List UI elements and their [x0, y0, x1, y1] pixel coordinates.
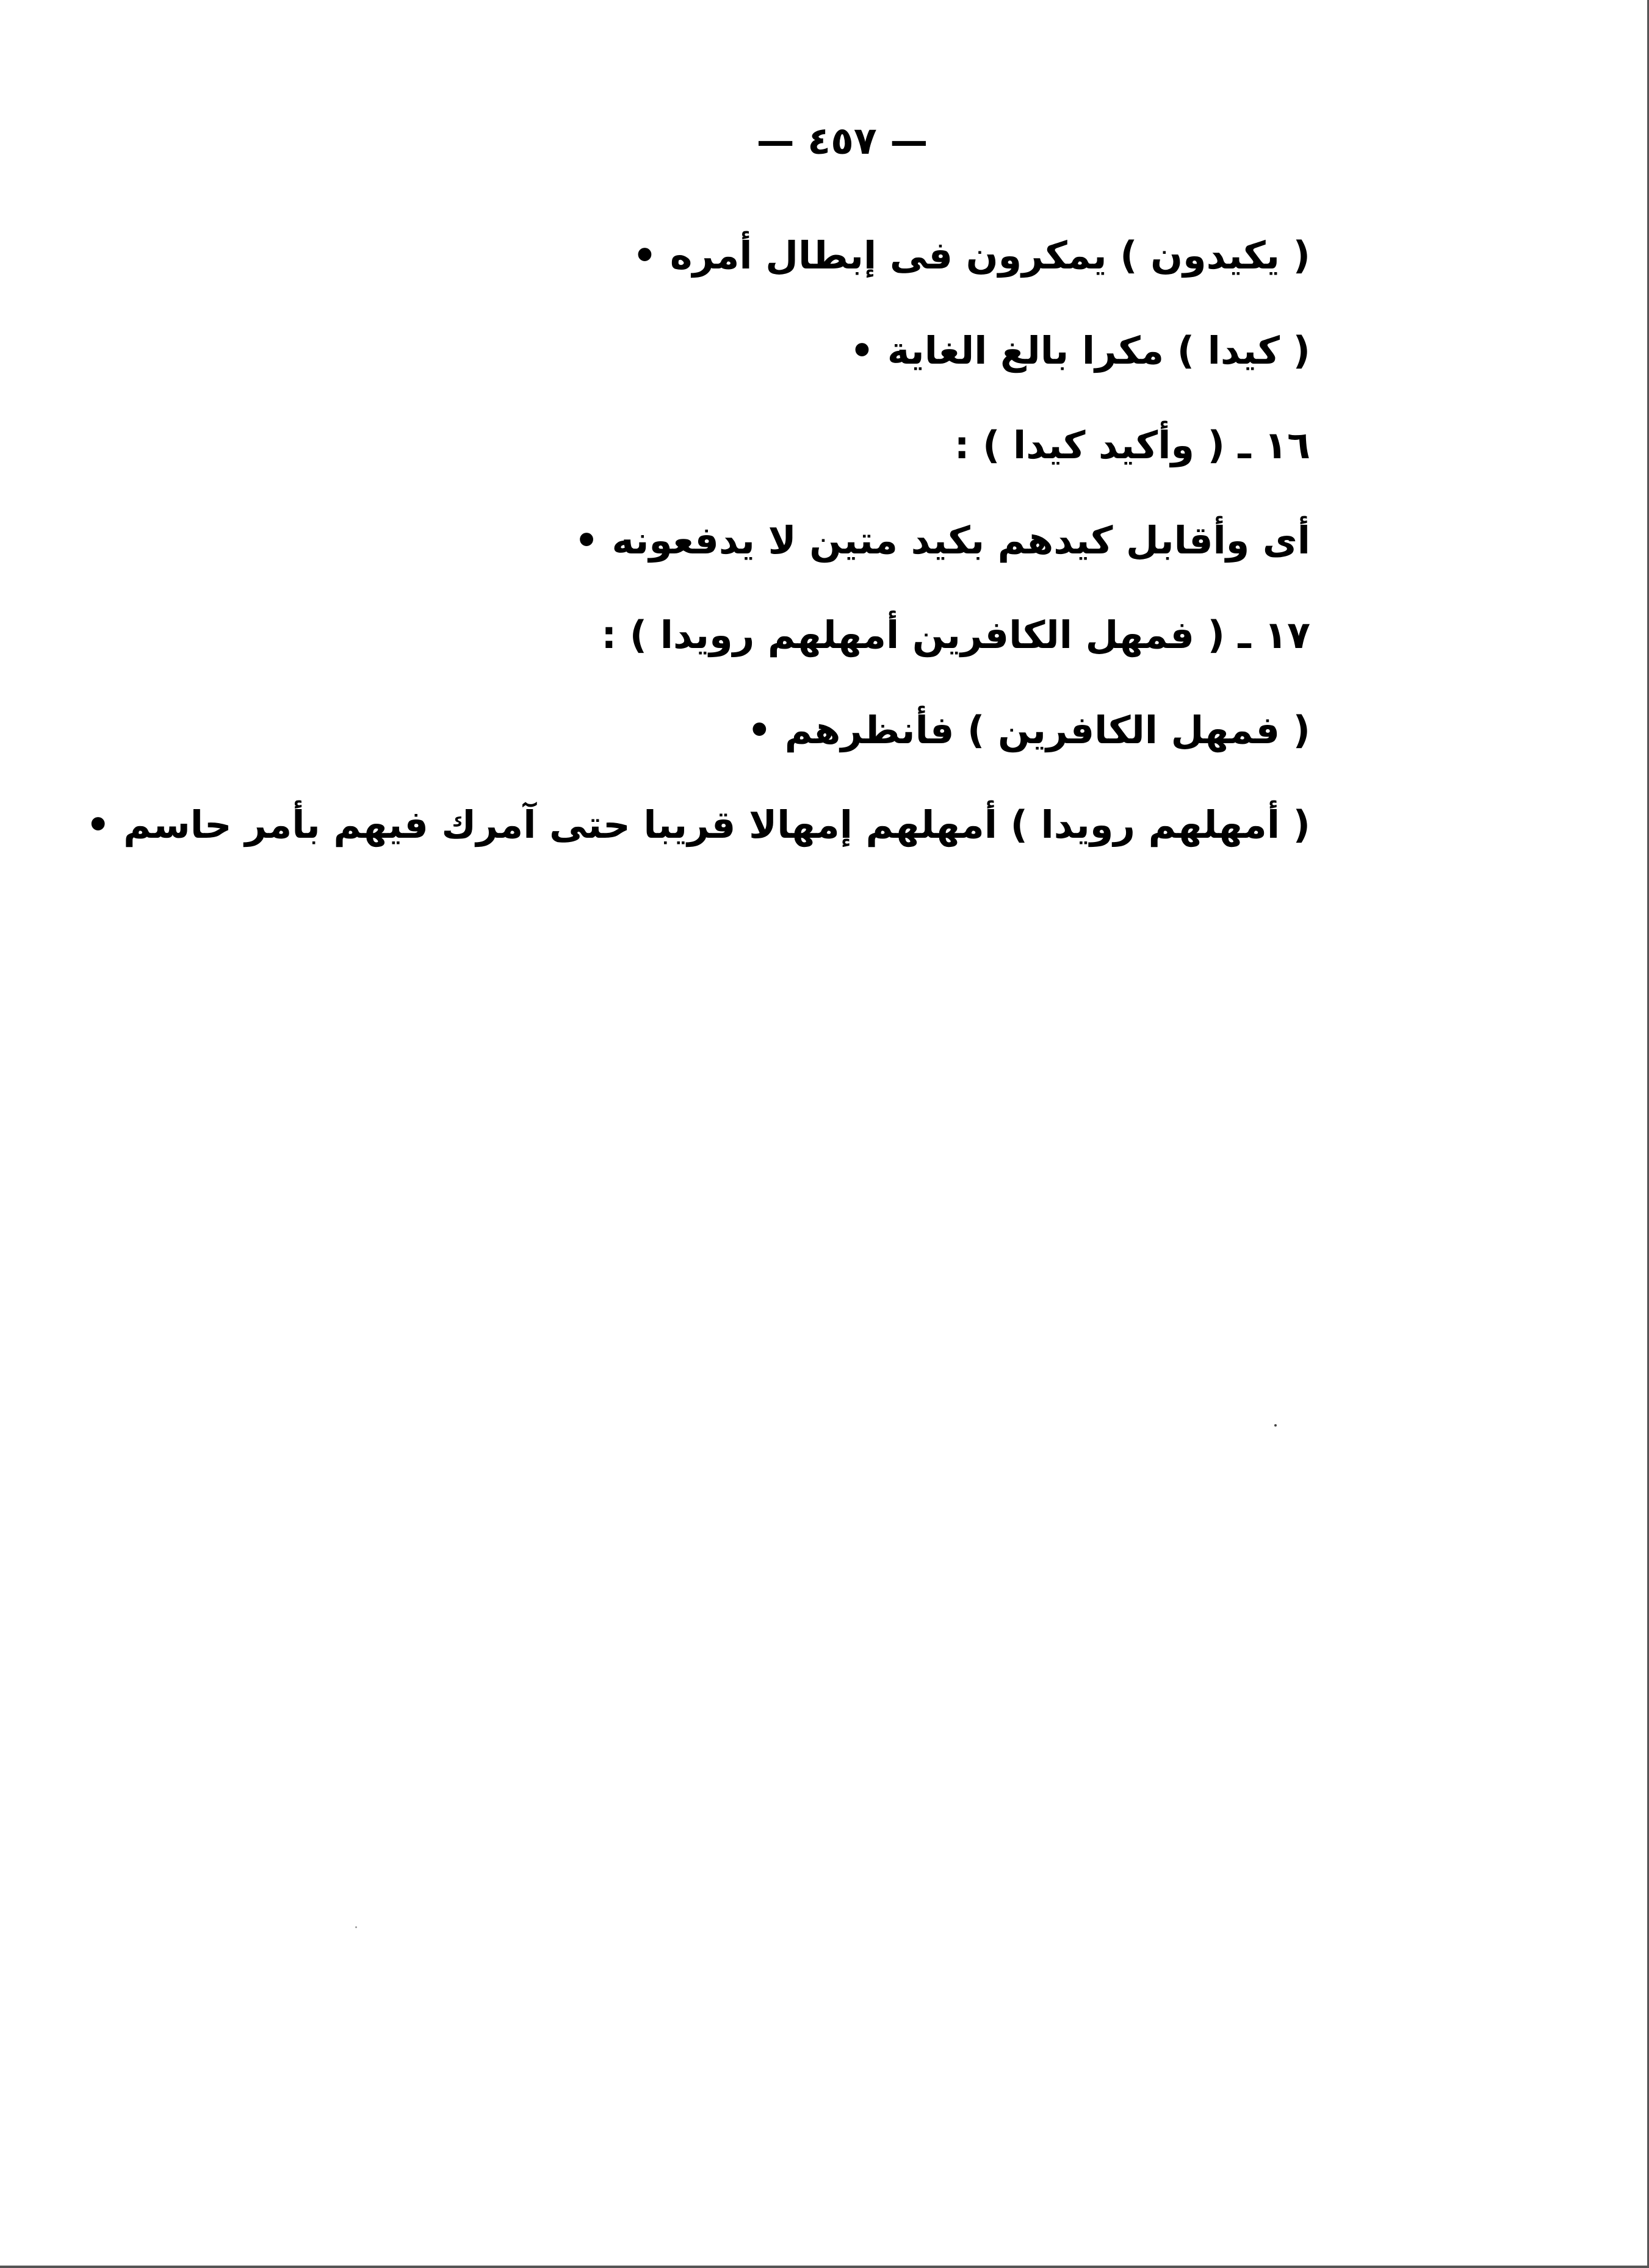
scan-speck	[355, 1926, 357, 1928]
text-line: ( فمهل الكافرين ) فأنظرهم •	[747, 707, 1310, 752]
page-number: — ٤٥٧ —	[756, 118, 928, 163]
scan-speck	[1274, 1424, 1277, 1427]
verse-heading: ١٧ ـ ( فمهل الكافرين أمهلهم رويدا ) :	[601, 613, 1310, 657]
text-line: ( يكيدون ) يمكرون فى إبطال أمره •	[632, 233, 1310, 278]
text-line: ( كيدا ) مكرا بالغ الغاية •	[850, 328, 1310, 373]
page-body	[85, 232, 1310, 896]
text-line: ( أمهلهم رويدا ) أمهلهم إمهالا قريبا حتى آمرك فيهم بأمر حاسم •	[85, 802, 1310, 847]
verse-heading: ١٦ ـ ( وأكيد كيدا ) :	[954, 423, 1310, 467]
text-line: أى وأقابل كيدهم بكيد متين لا يدفعونه •	[574, 517, 1310, 563]
